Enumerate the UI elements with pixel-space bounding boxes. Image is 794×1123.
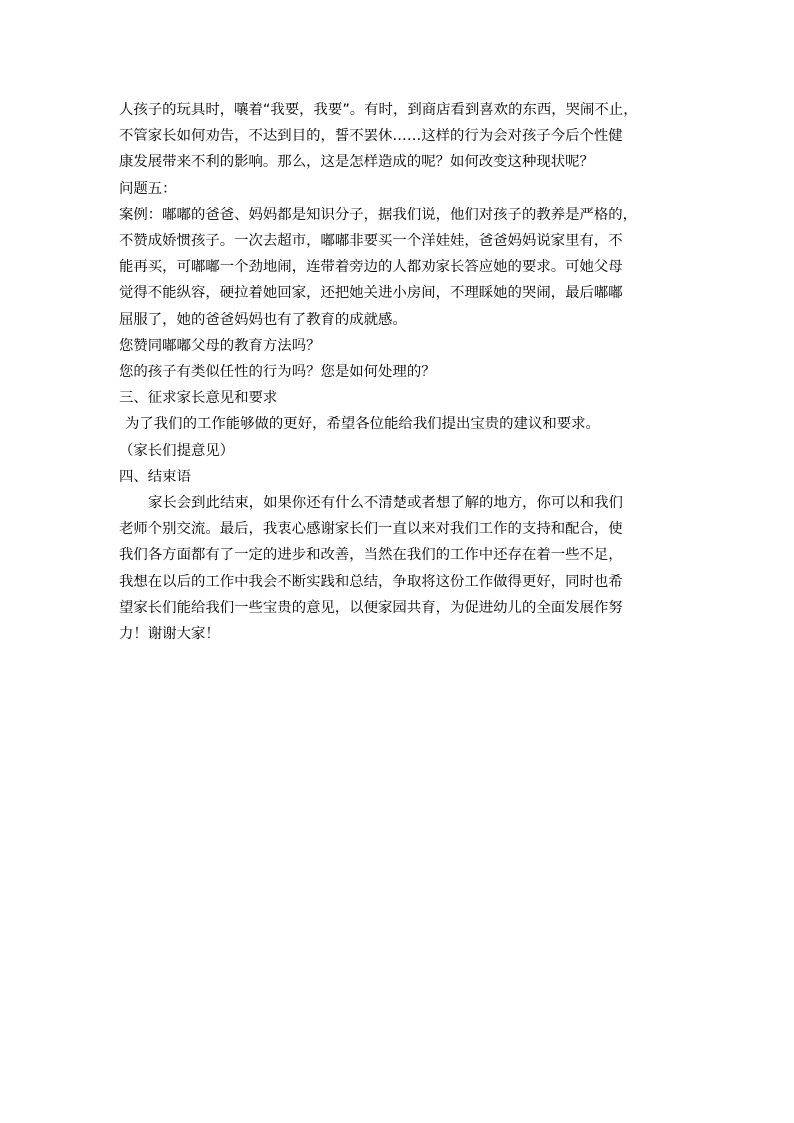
text-line: 案例：嘟嘟的爸爸、妈妈都是知识分子，据我们说，他们对孩子的教养是严格的， [119,206,638,223]
text-line: 我想在以后的工作中我会不断实践和总结，争取将这份工作做得更好，同时也希 [119,573,623,590]
question-line: 您赞同嘟嘟父母的教育方法吗？ [119,337,321,354]
text-line: 觉得不能纵容，硬拉着她回家，还把她关进小房间，不理睬她的哭闹，最后嘟嘟 [119,285,623,302]
section-heading: 三、征求家长意见和要求 [119,390,278,407]
text-line: 望家长们能给我们一些宝贵的意见，以便家园共育，为促进幼儿的全面发展作努 [119,599,623,616]
question-heading: 问题五： [119,180,177,197]
text-line: 屈服了，她的爸爸妈妈也有了教育的成就感。 [119,311,407,328]
section-heading: 四、结束语 [119,468,191,485]
text-line: 不管家长如何劝告，不达到目的，誓不罢休……这样的行为会对孩子今后个性健 [119,128,623,145]
text-line: 我们各方面都有了一定的进步和改善，当然在我们的工作中还存在着一些不足， [119,547,623,564]
text-line: 康发展带来不利的影响。那么，这是怎样造成的呢？如何改变这种现状呢？ [119,154,594,171]
text-line: 人孩子的玩具时，嚷着“我要，我要”。有时，到商店看到喜欢的东西，哭闹不止， [119,102,638,118]
question-line: 您的孩子有类似任性的行为吗？您是如何处理的？ [119,364,436,381]
text-line: （家长们提意见） [119,442,235,459]
text-line: 能再买，可嘟嘟一个劲地闹，连带着旁边的人都劝家长答应她的要求。可她父母 [119,259,623,276]
document-body [119,97,679,647]
text-line: 家长会到此结束，如果你还有什么不清楚或者想了解的地方，你可以和我们 [148,495,623,512]
text-line: 为了我们的工作能够做的更好，希望各位能给我们提出宝贵的建议和要求。 [125,416,600,433]
text-line: 力！谢谢大家！ [119,626,220,643]
text-line: 不赞成娇惯孩子。一次去超市，嘟嘟非要买一个洋娃娃，爸爸妈妈说家里有，不 [119,233,623,250]
text-line: 老师个别交流。最后，我衷心感谢家长们一直以来对我们工作的支持和配合，使 [119,521,623,538]
